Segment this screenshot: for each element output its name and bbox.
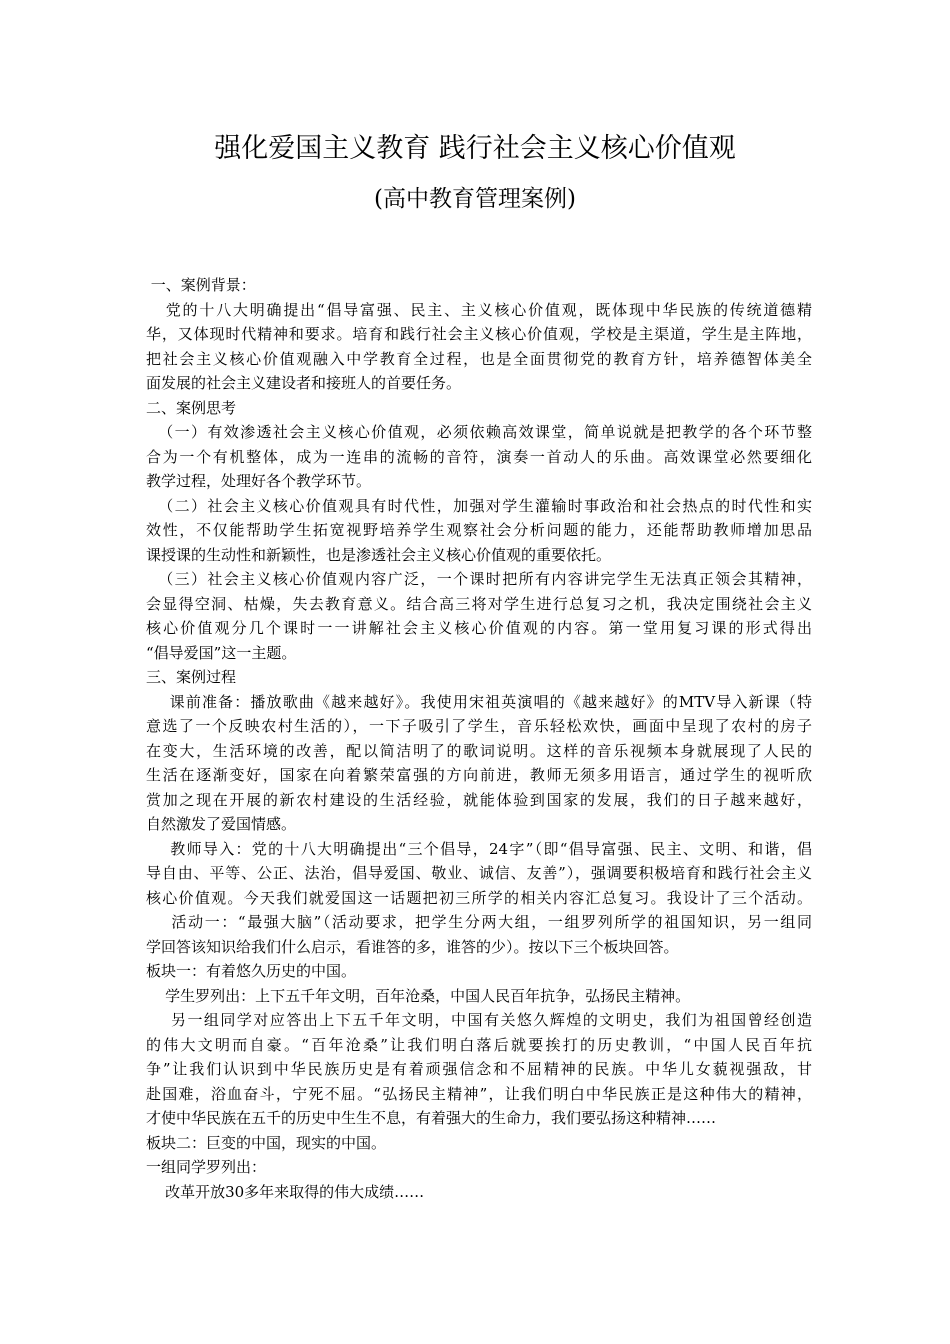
body-line: 华，又体现时代精神和要求。培育和践行社会主义核心价值观，学校是主渠道，学生是主阵地，	[146, 325, 812, 343]
body-line: 学回答该知识给我们什么启示，看谁答的多，谁答的少）。按以下三个板块回答。	[146, 937, 679, 956]
body-line: 在变大，生活环境的改善，配以简洁明了的歌词说明。这样的音乐视频本身就展现了人民的	[146, 741, 812, 760]
body-line: 学生罗列出：上下五千年文明，百年沧桑，中国人民百年抗争，弘扬民主精神。	[146, 986, 691, 1005]
body-line: 核心价值观。今天我们就爱国这一话题把初三所学的相关内容汇总复习。我设计了三个活动。	[146, 888, 812, 907]
body-line: 教师导入：党的十八大明确提出“三个倡导，24字”（即“倡导富强、民主、文明、和谐，倡	[146, 839, 812, 858]
body-line: 争”让我们认识到中华民族历史是有着顽强信念和不屈精神的民族。中华儿女藐视强敌，甘	[146, 1060, 812, 1078]
body-line: 板块二：巨变的中国，现实的中国。	[146, 1133, 387, 1152]
body-line: 教学过程，处理好各个教学环节。	[146, 472, 372, 490]
body-line: （一）有效渗透社会主义核心价值观，必须依赖高效课堂，简单说就是把教学的各个环节整	[146, 423, 812, 441]
body-line: 党的十八大明确提出“倡导富强、民主、主义核心价值观，既体现中华民族的传统道德精	[146, 300, 812, 319]
body-line: 才使中华民族在五千的历史中生生不息，有着强大的生命力，我们要弘扬这种精神……	[146, 1109, 717, 1127]
body-line: 赏加之现在开展的新农村建设的生活经验，就能体验到国家的发展，我们的日子越来越好，	[146, 790, 812, 809]
body-line: 课前准备：播放歌曲《越来越好》。我使用宋祖英演唱的《越来越好》的MTV导入新课（特	[146, 692, 812, 711]
body-line: 赴国难，浴血奋斗，宁死不屈。“弘扬民主精神”，让我们明白中华民族正是这种伟大的精神，	[146, 1084, 812, 1103]
document-body	[146, 273, 812, 1204]
body-line: 课授课的生动性和新颖性，也是渗透社会主义核心价值观的重要依托。	[146, 545, 612, 564]
body-line: 效性，不仅能帮助学生拓宽视野培养学生观察社会分析问题的能力，还能帮助教师增加思品	[146, 521, 812, 539]
body-line: 合为一个有机整体，成为一连串的流畅的音符，演奏一首动人的乐曲。高效课堂必然要细化	[146, 447, 812, 466]
body-line: 板块一：有着悠久历史的中国。	[146, 962, 357, 980]
body-line: 面发展的社会主义建设者和接班人的首要任务。	[146, 374, 462, 392]
body-line: 导自由、平等、公正、法治，倡导爱国、敬业、诚信、友善”），强调要积极培育和践行社会主义	[146, 864, 812, 882]
document-subtitle: (高中教育管理案例)	[374, 186, 576, 212]
body-line: 的伟大文明而自豪。“百年沧桑”让我们明白落后就要挨打的历史教训，“中国人民百年抗	[146, 1035, 812, 1054]
body-line: 一组同学罗列出：	[146, 1158, 267, 1176]
body-line: 另一组同学对应答出上下五千年文明，中国有关悠久辉煌的文明史，我们为祖国曾经创造	[146, 1011, 812, 1029]
body-line: （二）社会主义核心价值观具有时代性，加强对学生灌输时事政治和社会热点的时代性和实	[146, 496, 812, 515]
body-line: 生活在逐渐变好，国家在向着繁荣富强的方向前进，教师无须多用语言，通过学生的视听欣	[146, 766, 812, 784]
body-line: 把社会主义核心价值观融入中学教育全过程，也是全面贯彻党的教育方针，培养德智体美全	[146, 349, 812, 368]
body-line: 三、案例过程	[146, 668, 237, 686]
body-line: 意选了一个反映农村生活的），一下子吸引了学生，音乐轻松欢快，画面中呈现了农村的房子	[146, 717, 812, 735]
body-line: 核心价值观分几个课时一一讲解社会主义核心价值观的内容。第一堂用复习课的形式得出	[146, 619, 812, 637]
body-line: 会显得空洞、枯燥，失去教育意义。结合高三将对学生进行总复习之机，我决定围绕社会主义	[146, 594, 812, 613]
body-line: 一、案例背景：	[146, 276, 256, 294]
body-line: “倡导爱国”这一主题。	[146, 643, 297, 662]
body-line: 活动一：“最强大脑”（活动要求，把学生分两大组，一组罗列所学的祖国知识，另一组同	[146, 913, 812, 931]
body-line: 改革开放30多年来取得的伟大成绩……	[146, 1182, 425, 1201]
document-title: 强化爱国主义教育 践行社会主义核心价值观	[214, 133, 736, 164]
body-line: （三）社会主义核心价值观内容广泛，一个课时把所有内容讲完学生无法真正领会其精神，	[146, 570, 812, 588]
body-line: 二、案例思考	[146, 398, 237, 417]
body-line: 自然激发了爱国情感。	[146, 815, 297, 833]
